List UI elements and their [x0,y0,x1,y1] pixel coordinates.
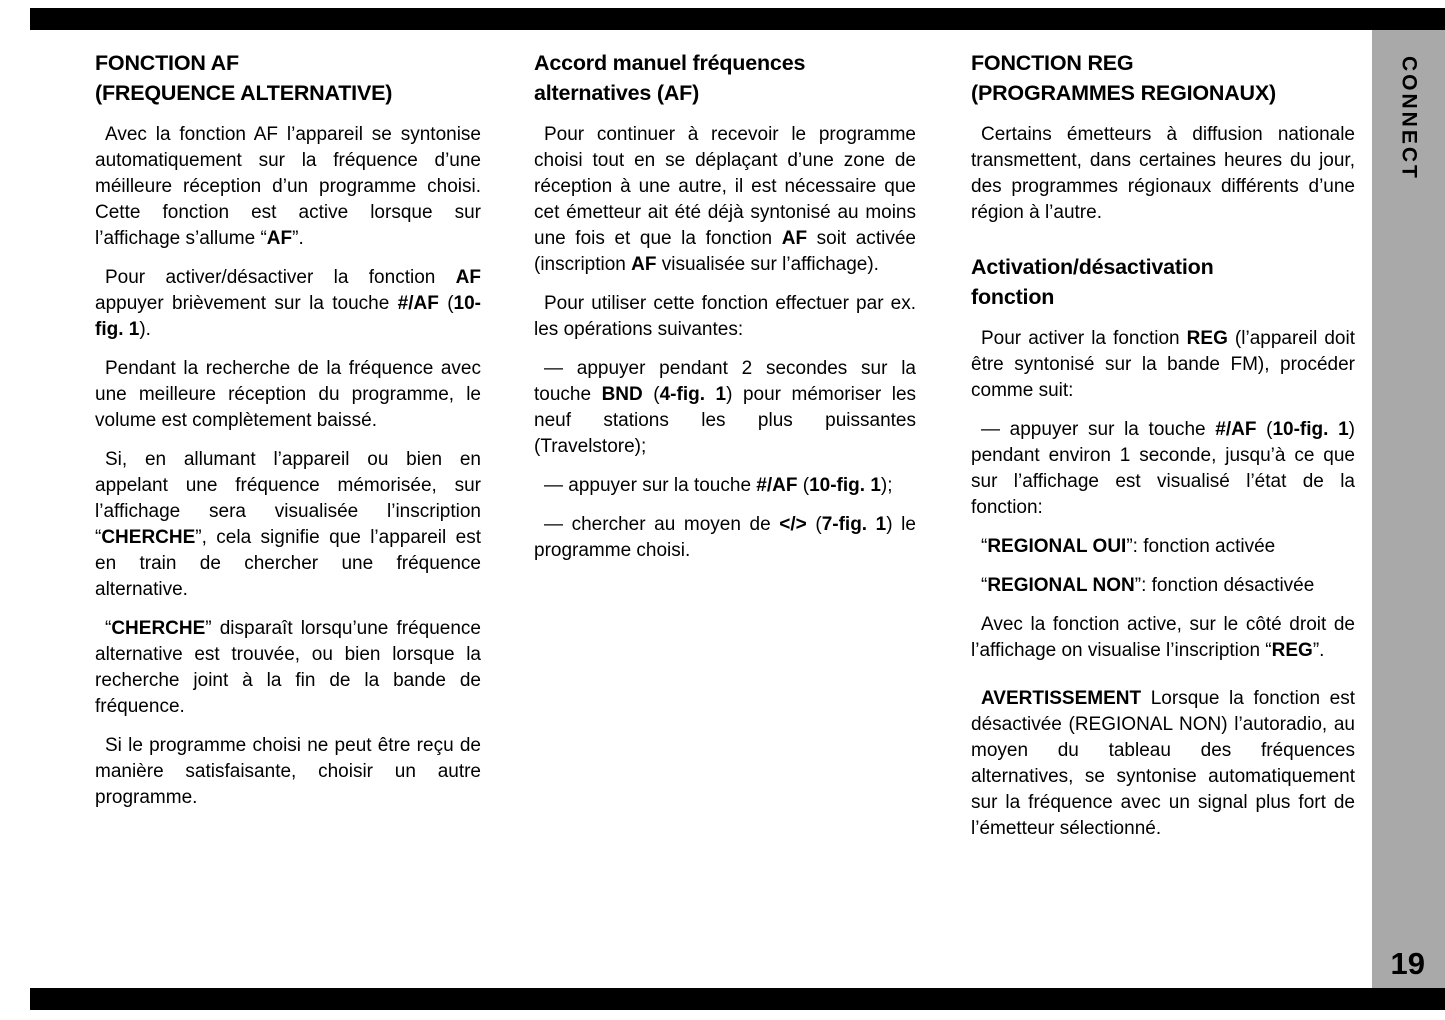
section-heading: FONCTION AF (FREQUENCE ALTERNATIVE) [95,51,393,105]
paragraph: Avec la fonction active, sur le côté droit de l’affichage on visualise l’inscription “REG”. [971,614,1355,661]
section-heading: FONCTION REG (PROGRAMMES REGIONAUX) [971,51,1276,105]
paragraph: Pour continuer à recevoir le programme choisi tout en se déplaçant d’une zone de réception à une autre, il est nécessaire que cet émetteur ait été déjà syntonisé au moins une fois et que la fonction AF soit activée (inscription AF visualisée sur l’affichage). [534,124,917,275]
chapter-label: CONNECT [1397,56,1421,181]
paragraph: — appuyer pendant 2 secondes sur la touche BND (4-fig. 1) pour mémoriser les neuf stations les plus puissantes (Travelstore); [534,358,917,457]
paragraph: Certains émetteurs à diffusion nationale transmettent, dans certaines heures du jour, des programmes régionaux différents d’une région à l’autre. [971,124,1355,223]
paragraph: Pour activer la fonction REG (l’appareil doit être syntonisé sur la bande FM), procéder comme suit: [971,328,1355,401]
paragraph: Pour activer/désactiver la fonction AF appuyer brièvement sur la touche #/AF (10-fig. 1). [95,267,481,340]
paragraph: “REGIONAL OUI”: fonction activée [981,536,1276,557]
page-number: 19 [1390,946,1425,981]
paragraph: “REGIONAL NON”: fonction désactivée [981,575,1315,596]
paragraph: — chercher au moyen de </> (7-fig. 1) le programme choisi. [534,514,916,561]
column-fonction-reg [971,48,1355,855]
paragraph: Si, en allumant l’appareil ou bien en appelant une fréquence mémorisée, sur l’affichage sera visualisée l’inscription “CHERCHE”, cela signifie que l’appareil est en train de chercher une fréquence alternative. [95,449,481,600]
paragraph: Avec la fonction AF l’appareil se syntonise automatiquement sur la fréquence d’une méilleure réception d’un programme choisi. Cette fonction est active lorsque sur l’affichage s’allume “AF”. [95,124,481,249]
paragraph: — appuyer sur la touche #/AF (10-fig. 1); [544,475,893,496]
column-accord-manuel [534,48,916,577]
section-heading: Accord manuel fréquences alternatives (AF) [534,51,806,105]
paragraph: “CHERCHE” disparaît lorsqu’une fréquence alternative est trouvée, ou bien lorsque la recherche joint à la fin de la bande de fréquence. [95,618,481,717]
paragraph: — appuyer sur la touche #/AF (10-fig. 1) pendant environ 1 seconde, jusqu’à ce que sur l’affichage est visualisé l’état de la fonction: [971,419,1355,518]
paragraph: Pendant la recherche de la fréquence avec une meilleure réception du programme, le volume est complètement baissé. [95,358,481,431]
paragraph: AVERTISSEMENT Lorsque la fonction est désactivée (REGIONAL NON) l’autoradio, au moyen du tableau des fréquences alternatives, se syntonise automatiquement sur la fréquence avec un signal plus fort de l’émetteur sélectionné. [971,688,1355,839]
chapter-tab [1372,30,1445,988]
top-rule [30,8,1445,30]
paragraph: Si le programme choisi ne peut être reçu de manière satisfaisante, choisir un autre programme. [95,735,481,808]
bottom-rule [30,988,1445,1010]
column-fonction-af [95,48,481,824]
paragraph: Pour utiliser cette fonction effectuer par ex. les opérations suivantes: [534,293,916,340]
section-subheading: Activation/désactivation fonction [971,255,1214,309]
